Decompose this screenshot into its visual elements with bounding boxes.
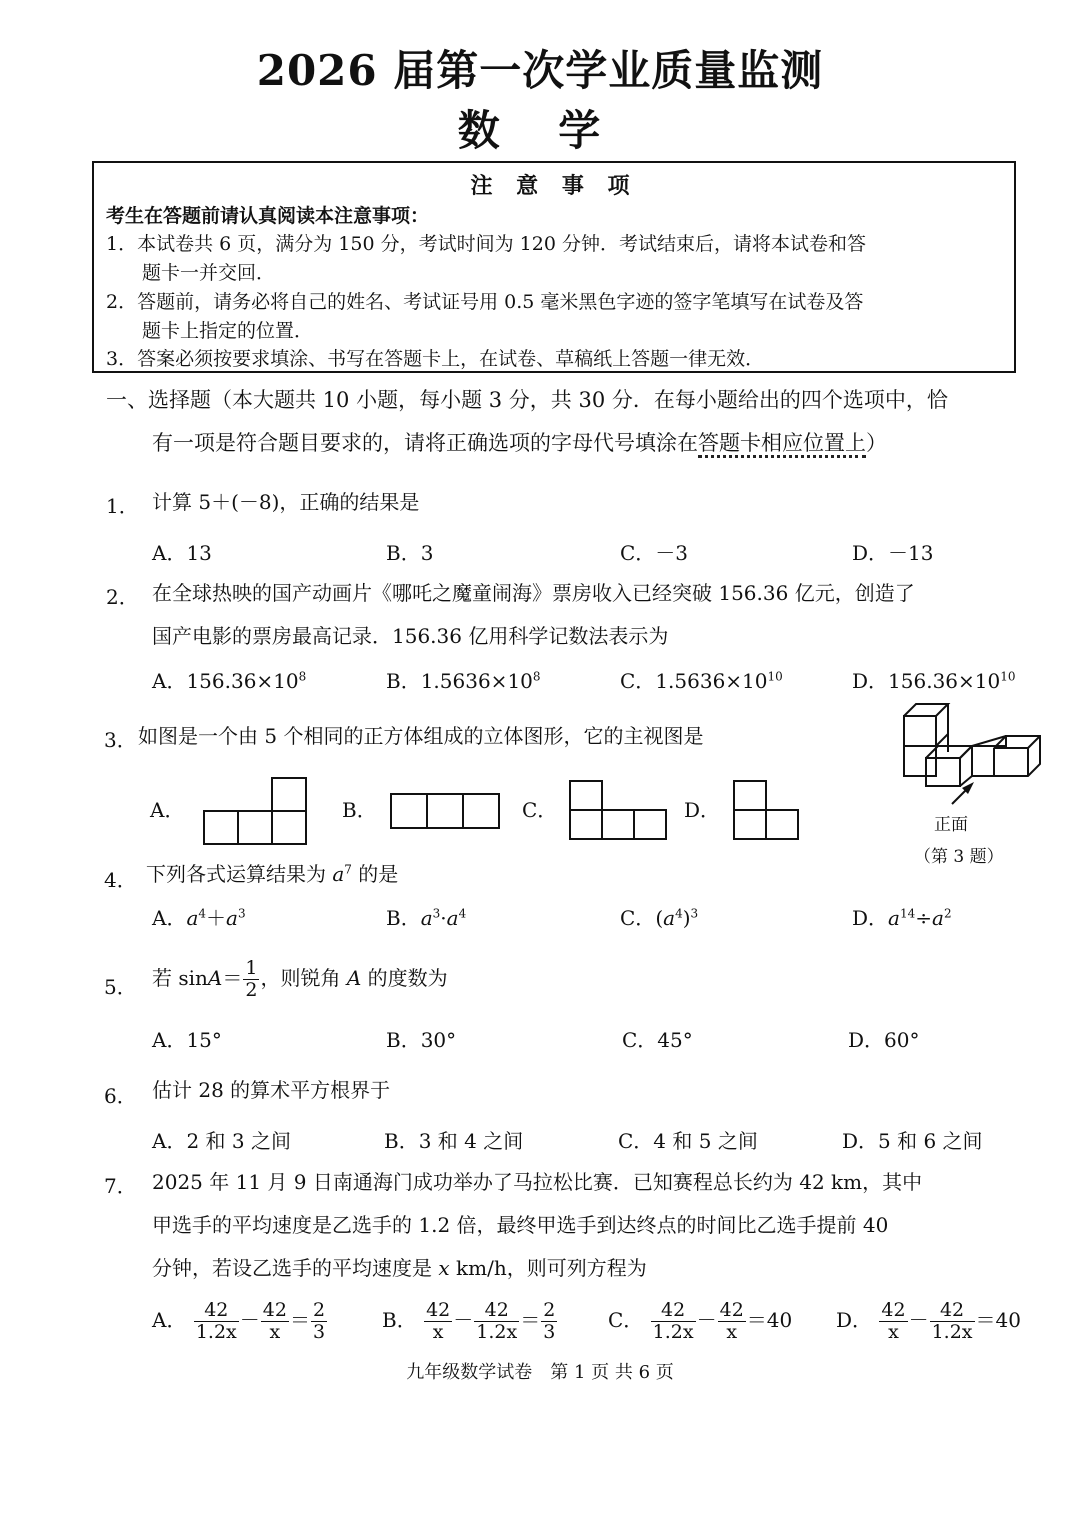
q7-fraction-num: 42 xyxy=(194,1300,239,1322)
q5-stem-b: ，则锐角 xyxy=(260,965,347,990)
q3-number: 3． xyxy=(104,728,137,752)
q7-minus: － xyxy=(453,1307,474,1332)
q7-option-d xyxy=(836,1300,1021,1343)
q4-exp: 3 xyxy=(432,906,441,921)
q7-stem-var: x xyxy=(438,1256,450,1280)
q3-option-a-label: A． xyxy=(150,798,185,822)
q4-exp: 3 xyxy=(690,906,699,921)
q4-operator: ÷ xyxy=(915,906,933,930)
q7-option-d-label: D． xyxy=(836,1307,873,1332)
q2-option-d-exp: 10 xyxy=(1000,669,1016,684)
section-heading: 一、选择题（本大题共 10 小题，每小题 3 分，共 30 分．在每小题给出的四个选项中，恰 xyxy=(106,388,948,412)
q2-option-a-base: 156.36×10 xyxy=(186,669,299,693)
q4-option-b-label: B． xyxy=(386,906,421,930)
notice-item-2: 2．答题前，请务必将自己的姓名、考试证号用 0.5 毫米黑色字迹的签字笔填写在试卷及答 xyxy=(106,291,864,313)
q7-option-b-label: B． xyxy=(382,1307,417,1332)
q3-option-b-label: B． xyxy=(342,798,377,822)
q7-minus: － xyxy=(239,1307,260,1332)
q4-option-d-label: D． xyxy=(852,906,889,930)
q5-option-d: D．60° xyxy=(848,1028,920,1052)
q2-option-d-base: 156.36×10 xyxy=(888,669,1001,693)
q7-fraction-num: 2 xyxy=(312,1299,326,1321)
q5-option-c: C．45° xyxy=(622,1028,693,1052)
section-heading-text: 有一项是符合题目要求的，请将正确选项的字母代号填涂在 xyxy=(152,431,698,455)
q4-option-c-label: C． xyxy=(620,906,656,930)
q7-fraction xyxy=(194,1300,239,1343)
q2-number: 2． xyxy=(106,585,139,609)
q3-option-b-figure xyxy=(388,790,504,832)
q4-operator: ＋ xyxy=(206,906,227,930)
q5-stem-var2: A xyxy=(346,965,362,990)
q2-option-a xyxy=(152,669,306,693)
q7-fraction xyxy=(311,1300,327,1343)
q7-stem-line2: 甲选手的平均速度是乙选手的 1.2 倍，最终甲选手到达终点的时间比乙选手提前 40 xyxy=(152,1213,889,1237)
q4-paren: ) xyxy=(682,906,691,930)
q6-number: 6． xyxy=(104,1084,137,1108)
q7-fraction xyxy=(930,1300,975,1343)
q7-fraction-den: x xyxy=(269,1320,281,1343)
q4-operator: · xyxy=(440,906,447,930)
q2-stem-line2: 国产电影的票房最高记录．156.36 亿用科学记数法表示为 xyxy=(152,624,669,648)
q1-number: 1． xyxy=(106,494,139,518)
q5-number: 5． xyxy=(104,975,137,999)
q7-option-a-label: A． xyxy=(152,1307,187,1332)
q2-option-a-exp: 8 xyxy=(298,669,307,684)
q4-var: a xyxy=(888,906,900,930)
q7-equals: ＝ xyxy=(289,1307,310,1332)
q7-fraction-num: 2 xyxy=(543,1299,556,1321)
q7-number: 7． xyxy=(104,1174,137,1198)
q4-var: a xyxy=(446,906,459,930)
notice-box xyxy=(92,161,1016,373)
q4-option-c xyxy=(620,906,698,930)
q4-option-d xyxy=(852,906,952,930)
q7-fraction-den: 1.2x xyxy=(931,1320,973,1343)
q6-stem: 估计 28 的算术平方根界于 xyxy=(152,1078,391,1102)
q7-fraction xyxy=(541,1300,557,1343)
q7-fraction xyxy=(651,1300,696,1343)
q2-stem-line1: 在全球热映的国产动画片《哪吒之魔童闹海》票房收入已经突破 156.36 亿元，创造了 xyxy=(152,581,915,605)
q2-option-a-label: A． xyxy=(152,669,187,693)
q4-stem-b: 的是 xyxy=(351,862,399,886)
q7-fraction-den: x xyxy=(432,1320,444,1343)
q3-option-c-label: C． xyxy=(522,798,558,822)
q2-option-c-base: 1.5636×10 xyxy=(655,669,768,693)
q7-fraction xyxy=(474,1300,519,1343)
q4-option-b xyxy=(386,906,466,930)
q3-option-d-figure xyxy=(730,778,802,842)
notice-item-3: 3．答案必须按要求填涂、书写在答题卡上，在试卷、草稿纸上答题一律无效． xyxy=(106,348,765,370)
q4-exp: 14 xyxy=(899,906,916,921)
q4-exp: 4 xyxy=(675,906,683,921)
section-heading-cont xyxy=(152,431,887,456)
q3-figure-caption: （第 3 题） xyxy=(914,847,1004,867)
q7-fraction xyxy=(879,1300,907,1343)
q7-equals-forty: ＝40 xyxy=(746,1307,793,1332)
q1-option-d: D．－13 xyxy=(852,541,934,565)
page-footer: 九年级数学试卷 第 1 页 共 6 页 xyxy=(406,1362,674,1383)
q3-stem: 如图是一个由 5 个相同的正方体组成的立体图形，它的主视图是 xyxy=(138,724,704,748)
q7-fraction-den: x xyxy=(726,1320,738,1343)
q5-stem-c: 的度数为 xyxy=(361,965,448,990)
q2-option-c-exp: 10 xyxy=(767,669,783,684)
notice-title: 注 意 事 项 xyxy=(470,173,638,199)
q7-fraction-num: 42 xyxy=(719,1299,744,1321)
q4-option-a-label: A． xyxy=(152,906,187,930)
q4-stem xyxy=(146,862,398,886)
section-heading-close: ） xyxy=(866,431,887,455)
q6-option-c: C．4 和 5 之间 xyxy=(618,1129,758,1153)
q4-stem-exp: 7 xyxy=(344,862,352,877)
q1-option-c: C．－3 xyxy=(620,541,689,565)
q7-option-b xyxy=(382,1300,558,1343)
q5-option-b: B．30° xyxy=(386,1028,457,1052)
q4-exp: 2 xyxy=(943,906,952,921)
q7-stem-line1: 2025 年 11 月 9 日南通海门成功举办了马拉松比赛．已知赛程总长约为 42 km，其中 xyxy=(152,1170,923,1194)
q5-fraction-den: 2 xyxy=(245,978,258,1001)
q7-fraction-num: 42 xyxy=(881,1299,906,1321)
q7-fraction-den: 3 xyxy=(543,1320,556,1343)
q4-exp: 4 xyxy=(198,906,207,921)
q7-fraction-den: 3 xyxy=(312,1320,326,1343)
q2-option-b xyxy=(386,669,541,693)
q5-option-a: A．15° xyxy=(152,1028,222,1052)
q6-option-a: A．2 和 3 之间 xyxy=(152,1129,291,1153)
q3-option-d-label: D． xyxy=(684,798,721,822)
q7-equals-forty: ＝40 xyxy=(975,1307,1021,1332)
section-heading-emphasis: 答题卡相应位置上 xyxy=(698,431,866,458)
q7-option-a xyxy=(152,1300,328,1343)
q6-option-d: D．5 和 6 之间 xyxy=(842,1129,983,1153)
q2-option-d-label: D． xyxy=(852,669,889,693)
q7-fraction xyxy=(718,1300,746,1343)
q3-option-c-figure xyxy=(566,778,670,842)
q4-option-a xyxy=(152,906,246,930)
q4-var: a xyxy=(663,906,676,930)
q7-fraction-den: x xyxy=(888,1320,899,1343)
q5-stem-a: 若 sin xyxy=(152,965,208,990)
exam-title: 2026 届第一次学业质量监测 xyxy=(256,46,824,95)
q5-stem xyxy=(152,958,448,1001)
notice-item-1: 1．本试卷共 6 页，满分为 150 分，考试时间为 120 分钟．考试结束后，请将本试卷和答 xyxy=(106,233,866,255)
q4-var: a xyxy=(226,906,238,930)
q7-fraction-num: 42 xyxy=(262,1299,287,1321)
q4-paren: ( xyxy=(655,906,664,930)
q1-stem: 计算 5＋(－8)，正确的结果是 xyxy=(152,490,420,514)
q3-option-a-figure xyxy=(200,775,312,847)
q4-var: a xyxy=(932,906,944,930)
q7-fraction-num: 42 xyxy=(426,1299,451,1321)
q7-minus: － xyxy=(696,1307,717,1332)
notice-item-2-cont: 题卡上指定的位置． xyxy=(142,320,314,342)
q7-fraction-den: 1.2x xyxy=(476,1320,518,1343)
q7-stem-line3 xyxy=(152,1256,647,1280)
q4-number: 4． xyxy=(104,868,137,892)
q2-option-b-label: B． xyxy=(386,669,421,693)
q4-exp: 4 xyxy=(458,906,467,921)
q7-fraction-num: 42 xyxy=(651,1300,696,1322)
q2-option-d xyxy=(852,669,1016,693)
q3-front-label: 正面 xyxy=(934,815,968,835)
q6-option-b: B．3 和 4 之间 xyxy=(384,1129,524,1153)
q5-stem-eq: ＝ xyxy=(222,965,243,990)
notice-item-1-cont: 题卡一并交回． xyxy=(142,262,276,284)
q2-option-b-exp: 8 xyxy=(532,669,541,684)
q4-stem-a: 下列各式运算结果为 xyxy=(146,862,333,886)
q7-fraction-den: 1.2x xyxy=(195,1320,237,1343)
q7-fraction-num: 42 xyxy=(930,1300,975,1322)
q3-solid-figure xyxy=(896,696,1046,808)
q5-fraction xyxy=(243,958,259,1001)
q2-option-c xyxy=(620,669,783,693)
q7-stem-line3-a: 分钟，若设乙选手的平均速度是 xyxy=(152,1256,439,1280)
q2-option-b-base: 1.5636×10 xyxy=(420,669,533,693)
q7-fraction xyxy=(424,1300,452,1343)
q7-stem-line3-b: km/h，则可列方程为 xyxy=(449,1256,647,1280)
q1-option-b: B．3 xyxy=(386,541,434,565)
q4-exp: 3 xyxy=(237,906,246,921)
q7-fraction-den: 1.2x xyxy=(652,1320,694,1343)
q7-minus: － xyxy=(908,1307,929,1332)
q7-fraction-num: 42 xyxy=(474,1300,519,1322)
q7-option-c-label: C． xyxy=(608,1307,644,1332)
q1-option-a: A．13 xyxy=(152,541,212,565)
q7-fraction xyxy=(261,1300,289,1343)
q2-option-c-label: C． xyxy=(620,669,656,693)
q4-var: a xyxy=(420,906,433,930)
notice-intro: 考生在答题前请认真阅读本注意事项： xyxy=(106,205,430,227)
q4-var: a xyxy=(186,906,199,930)
q4-stem-var: a xyxy=(332,862,345,886)
q7-option-c xyxy=(608,1300,792,1343)
q5-stem-var: A xyxy=(207,965,223,990)
exam-subject: 数 学 xyxy=(457,106,623,155)
q7-equals: ＝ xyxy=(520,1307,541,1332)
q5-fraction-num: 1 xyxy=(245,957,258,979)
